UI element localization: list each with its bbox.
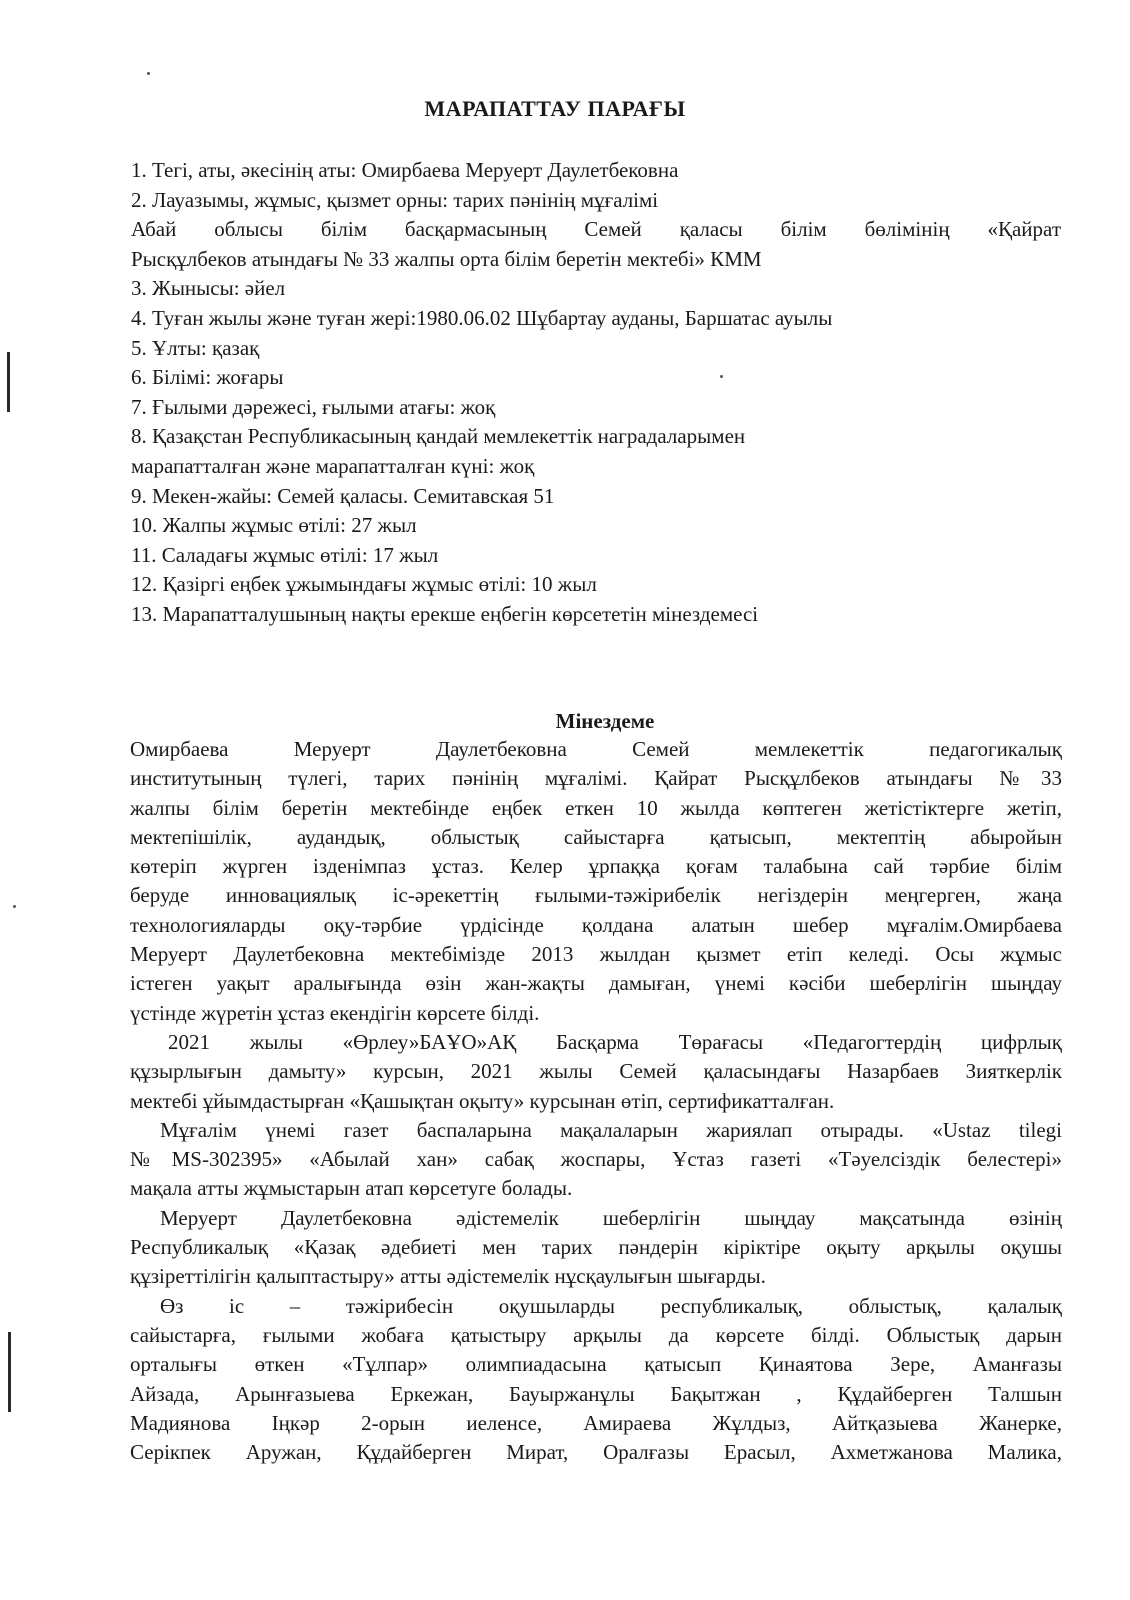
text-line: істеген уақыт аралығында өзін жан-жақты дамыған, үнемі кәсіби шеберлігін шыңдау [130,971,1062,996]
characteristic-heading: Мінездеме [555,709,655,733]
form-item-state-awards-date: марапатталған және марапатталған күні: жоқ [131,453,535,478]
scan-speck [720,375,723,378]
text-line: Айзада, Арынғазыева Еркежан, Бауыржанұлы Бақытжан , Құдайберген Талшын [130,1381,1062,1406]
text-line: Омирбаева Меруерт Даулетбековна Семей мемлекеттік педагогикалық [130,737,1062,761]
scan-artifact-mark [8,1332,11,1412]
text-line: құзырлығын дамыту» курсын, 2021 жылы Семей қаласындағы Назарбаев Зияткерлік [130,1059,1062,1084]
form-item-state-awards: 8. Қазақстан Республикасының қандай мемлекеттік наградаларымен [131,424,746,449]
text-line: мақала атты жұмыстарын атап көрсетуге болады. [130,1176,573,1201]
award-form-list [131,156,1061,630]
characteristic-body [130,735,1062,1467]
text-line: құзіреттілігін қалыптастыру» атты әдістемелік нұсқаулығын шығарды. [130,1264,766,1289]
form-item-education: 6. Білімі: жоғары [131,365,284,390]
text-line: көтеріп жүрген ізденімпаз ұстаз. Келер ұрпаққа қоғам талабына сай тәрбие білім [130,854,1062,879]
form-item-academic-degree: 7. Ғылыми дәрежесі, ғылыми атағы: жоқ [131,394,496,419]
text-line: №MS-302395» «Абылай хан» сабақ жоспары, Ұстаз газеті «Тәуелсіздік белестері» [130,1147,1062,1172]
document-title: МАРАПАТТАУ ПАРАҒЫ [424,96,686,121]
scan-speck [13,905,16,908]
text-line: Республикалық «Қазақ әдебиеті мен тарих пәндерін кіріктіре оқыту арқылы оқушы [130,1235,1062,1260]
text-line: 2021 жылы «Өрлеу»БАҰО»АҚ Басқарма Төрағасы «Педагогтердің цифрлық [168,1029,1062,1054]
scan-artifact-mark [7,352,10,412]
paragraph-courses [130,1028,1062,1116]
text-line: Серікпек Аружан, Құдайберген Мират, Оралғазы Ерасыл, Ахметжанова Малика, [130,1440,1062,1465]
paragraph-methodology [130,1204,1062,1292]
paragraph-students [130,1292,1062,1468]
form-item-nationality: 5. Ұлты: қазақ [131,335,260,360]
form-item-gender: 3. Жынысы: әйел [131,276,286,301]
form-item-address: 9. Мекен-жайы: Семей қаласы. Семитавская 51 [131,483,555,508]
text-line: институтының түлегі, тарих пәнінің мұғалімі. Қайрат Рысқұлбеков атындағы №33 [130,766,1062,791]
text-line: мектепішілік, аудандық, облыстық сайыстарға қатысып, мектептің абыройын [130,824,1062,849]
text-line: жалпы білім беретін мектебінде еңбек еткен 10 жылда көптеген жетістіктерге жетіп, [130,795,1062,820]
form-item-birth: 4. Туған жылы және туған жері:1980.06.02 Шұбартау ауданы, Баршатас ауылы [131,305,833,330]
form-item-current-experience: 12. Қазіргі еңбек ұжымындағы жұмыс өтілі: 10 жыл [131,572,597,597]
form-item-workplace-line2: Рысқұлбеков атындағы № 33 жалпы орта білім беретін мектебі» КММ [131,246,762,271]
text-line: технологияларды оқу-тәрбие үрдісінде қолдана алатын шебер мұғалім.Омирбаева [130,912,1062,937]
form-item-position: 2. Лауазымы, жұмыс, қызмет орны: тарих пәнінің мұғалімі [131,187,659,212]
text-line: Меруерт Даулетбековна әдістемелік шеберлігін шыңдау мақсатында өзінің [160,1205,1062,1230]
form-item-workplace-line1: Абай облысы білім басқармасының Семей қаласы білім бөлімінің «Қайрат [131,217,1061,242]
form-item-characteristic: 13. Марапатталушының нақты ерекше еңбегін көрсететін мінездемесі [131,601,759,626]
text-line: мектебі ұйымдастырған «Қашықтан оқыту» курсынан өтіп, сертификатталған. [130,1088,835,1113]
text-line: орталығы өткен «Тұлпар» олимпиадасына қатысып Қинаятова Зере, Аманғазы [130,1352,1062,1377]
form-item-total-experience: 10. Жалпы жұмыс өтілі: 27 жыл [131,513,417,538]
text-line: сайыстарға, ғылыми жобаға қатыстыру арқылы да көрсете білді. Облыстық дарын [130,1322,1062,1347]
text-line: Мұғалім үнемі газет баспаларына мақалаларын жариялап отырады. «Ustaz tilegi [160,1117,1062,1142]
scan-speck [147,72,150,75]
paragraph-publications [130,1116,1062,1204]
text-line: Мадиянова Іңкәр 2-орын иеленсе, Амираева Жұлдыз, Айтқазыева Жанерке, [130,1410,1062,1435]
text-line: Меруерт Даулетбековна мектебімізде 2013 жылдан қызмет етіп келеді. Осы жұмыс [130,942,1062,967]
form-item-full-name: 1. Тегі, аты, әкесінің аты: Омирбаева Меруерт Даулетбековна [131,158,679,182]
text-line: Өз іс – тәжірибесін оқушыларды республикалық, облыстық, қалалық [160,1293,1062,1318]
text-line: үстінде жүретін ұстаз екендігін көрсете білді. [130,1000,540,1025]
text-line: беруде инновациялық іс-әрекеттің ғылыми-тәжірибелік негіздерін меңгерген, жаңа [130,883,1062,908]
form-item-field-experience: 11. Саладағы жұмыс өтілі: 17 жыл [131,542,439,567]
paragraph-intro [130,735,1062,1028]
